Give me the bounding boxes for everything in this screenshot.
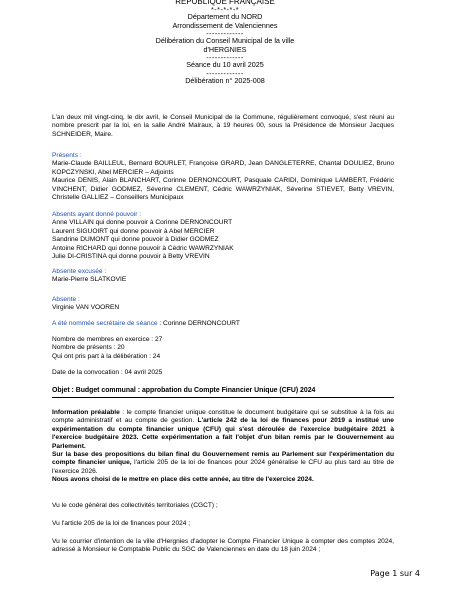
secretaire-section: [52, 320, 394, 328]
info-label: Information préalable: [52, 409, 120, 416]
info-text-1: : le compte financier unique constitue le document budgétaire qui se substitue à la fois au compte administratif et au compte de gestion.: [52, 409, 394, 425]
intro-paragraph: L'an deux mil vingt-cinq, le dix avril, le Conseil Municipal de la Commune, régulièrement convoqué, s'est réuni au nombre prescrit par la loi, en la salle André Malraux, à 19 heures 00, sous la Présidence de Monsieur Jacques SCHNEIDER, Maire.: [52, 114, 394, 138]
page-number: Page 1 sur 4: [370, 569, 420, 578]
vu-line: Vu le code général des collectivités territoriales (CGCT) ;: [52, 502, 218, 509]
secretaire-label: A été nommée secrétaire de séance: [52, 320, 158, 327]
arrondissement: Arrondissement de Valenciennes: [172, 20, 278, 30]
info-text-4: l'article 205 de la loi de finances pour 2024 généralise le CFU au plus tard au titre de l'exercice 2026.: [52, 459, 394, 475]
deliberation-title: Délibération du Conseil Municipal de la ville: [155, 36, 295, 46]
counts-section: [52, 336, 394, 361]
absente-excusee-heading: Absente excusée :: [52, 268, 107, 275]
info-text-5: Nous avons choisi de le mettre en place dès cette année, au titre de l'exercice 2024.: [52, 476, 314, 484]
deliberation-number: Délibération n° 2025-008: [185, 75, 265, 85]
presents-heading: Présents :: [52, 152, 82, 159]
absente-heading: Absente :: [52, 296, 80, 303]
list-item: Sandrine DUMONT qui donne pouvoir à Didier GODMEZ: [52, 236, 219, 244]
departement: Département du NORD: [187, 12, 263, 21]
list-item: Julie DI-CRISTINA qui donne pouvoir à Betty VREVIN: [52, 253, 210, 261]
presents-conseillers: Maurice DENIS, Alain BLANCHART, Corinne DERNONCOURT, Pasquale CARIDI, Dominique LAMBERT, Frédéric VINCHENT, Didier GODMEZ, Séverine CLEMENT, Cédric WAWRZYNIAK, Séverine STIEVET, Betty VREVIN, Christelle GALLIEZ – Conseillers Municipaux: [52, 177, 394, 202]
count-exercice: Nombre de membres en exercice : 27: [52, 336, 163, 343]
convocation-date: Date de la convocation : 04 avril 2025: [52, 369, 163, 376]
list-item: Anne VILLAIN qui donne pouvoir à Corinne DERNONCOURT: [52, 219, 233, 227]
vu-article: [52, 520, 394, 528]
separator: -------------: [206, 53, 244, 63]
info-text-3: Sur la base des propositions du bilan final du Gouvernement remis au Parlement sur l'expérimentation du compte financier unique,: [52, 451, 394, 467]
separator: -------------: [206, 68, 244, 78]
absents-pouvoir-heading: Absents ayant donné pouvoir :: [52, 211, 142, 218]
presents-section: [52, 152, 394, 202]
list-item: Antoine RICHARD qui donne pouvoir à Cédric WAWRZYNIAK: [52, 244, 234, 252]
presents-adjoints: Marie-Claude BAILLEUL, Bernard BOURLET, Françoise GRARD, Jean DANGLETERRE, Chantal DOULIEZ, Bruno KOPCZYNSKI, Abel MERCIER – Adjoints: [52, 160, 394, 176]
secretaire-value: : Corinne DERNONCOURT: [157, 320, 240, 327]
info-text-2: L'article 242 de la loi de finances pour 2019 a institué une expérimentation du compte financier unique (CFU) qui s'est déroulée de l'exercice budgétaire 2021 à l'exercice budgétaire 2023. Cette expérimentation a fait l'objet d'un bilan remis par le Gouvernement au Parlement.: [52, 417, 394, 450]
republique-heading: REPUBLIQUE FRANÇAISE: [175, 0, 275, 6]
stars-separator: *-*-*-*-*: [210, 5, 240, 14]
list-item: Laurent SIGUOIRT qui donne pouvoir à Abel MERCIER: [52, 227, 215, 235]
vu-line: Vu le courrier d'intention de la ville d'Hergnies d'adopter le Compte Financier Unique à compter des comptes 2024, adressé à Monsieur le Comptable Public du SGC de Valenciennes en date du 18 juin 2024 ;: [52, 538, 394, 554]
vu-line: Vu l'article 205 de la loi de finances pour 2024 ;: [52, 520, 191, 527]
deliberation-title-town: d'HERGNIES: [203, 44, 247, 54]
information-prealable: [52, 409, 394, 485]
document-header: [0, 0, 450, 86]
vu-courrier: [52, 538, 394, 555]
objet-heading: Objet : Budget communal : approbation du Compte Financier Unique (CFU) 2024: [52, 387, 394, 398]
absente-name: Virginie VAN VOOREN: [52, 304, 120, 312]
absents-pouvoir-section: [52, 211, 394, 261]
count-presents: Nombre de présents : 20: [52, 344, 125, 352]
convocation-section: [52, 369, 394, 377]
absente-excusee-name: Marie-Pierre SLATKOVIE: [52, 276, 127, 284]
absente-section: [52, 296, 394, 313]
vu-cgct: [52, 502, 394, 510]
separator: -------------: [206, 29, 244, 39]
count-votants: Qui ont pris part à la délibération : 24: [52, 352, 161, 360]
absente-excusee-section: [52, 268, 394, 285]
seance-date: Séance du 10 avril 2025: [186, 60, 264, 70]
